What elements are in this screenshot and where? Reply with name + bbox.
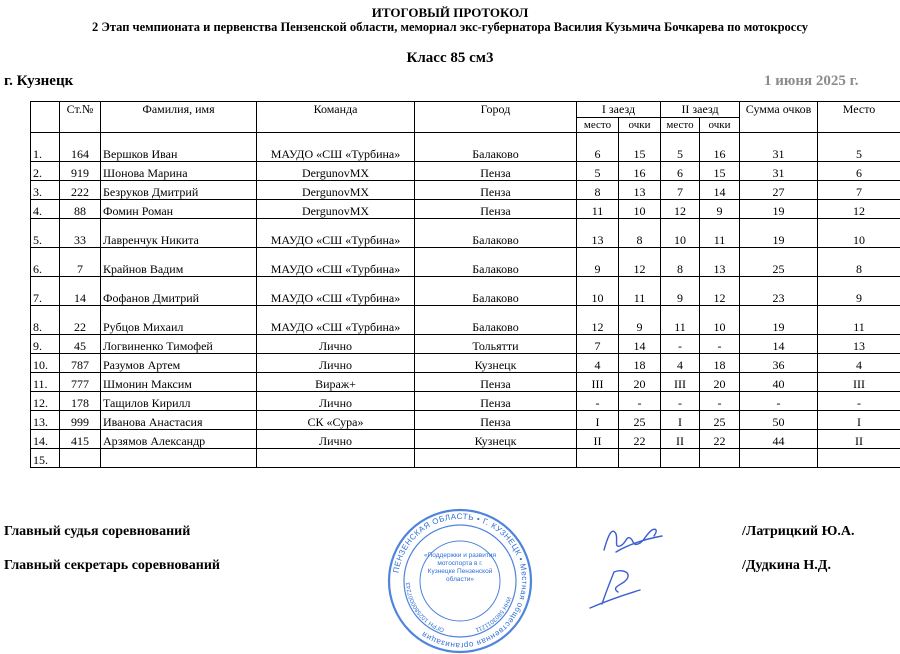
event-city: г. Кузнецк	[4, 73, 73, 90]
start-number: 164	[60, 133, 101, 162]
participant-name: Шонова Марина	[101, 162, 257, 181]
total-points: -	[740, 392, 818, 411]
total-points: 23	[740, 277, 818, 306]
header-race-2: II заезд	[661, 102, 740, 118]
race1-place: 8	[577, 181, 619, 200]
race1-points: 15	[619, 133, 661, 162]
final-place: -	[818, 392, 900, 411]
start-number: 7	[60, 248, 101, 277]
row-index: 1.	[31, 133, 60, 162]
participant-name: Фофанов Дмитрий	[101, 277, 257, 306]
race2-place: II	[661, 430, 700, 449]
race1-place: -	[577, 392, 619, 411]
race2-points: -	[700, 335, 740, 354]
table-row	[31, 411, 900, 430]
race2-points: 15	[700, 162, 740, 181]
total-points: 40	[740, 373, 818, 392]
participant-name: Арзямов Александр	[101, 430, 257, 449]
final-place: 7	[818, 181, 900, 200]
race1-points: 25	[619, 411, 661, 430]
race2-place: 6	[661, 162, 700, 181]
table-row	[31, 306, 900, 335]
race2-place: I	[661, 411, 700, 430]
team-name: МАУДО «СШ «Турбина»	[257, 277, 415, 306]
race2-points: 10	[700, 306, 740, 335]
race1-points: 22	[619, 430, 661, 449]
final-place: 11	[818, 306, 900, 335]
total-points: 19	[740, 219, 818, 248]
race1-points: 9	[619, 306, 661, 335]
race2-place: III	[661, 373, 700, 392]
race1-points: 20	[619, 373, 661, 392]
final-place: 5	[818, 133, 900, 162]
race2-place	[661, 449, 700, 468]
race2-points: 22	[700, 430, 740, 449]
race2-points: 13	[700, 248, 740, 277]
row-index: 3.	[31, 181, 60, 200]
race1-place: 4	[577, 354, 619, 373]
race2-place: 7	[661, 181, 700, 200]
city-name: Пенза	[415, 162, 577, 181]
race1-points: -	[619, 392, 661, 411]
team-name: Лично	[257, 335, 415, 354]
participant-name: Шмонин Максим	[101, 373, 257, 392]
row-index: 5.	[31, 219, 60, 248]
participant-name: Рубцов Михаил	[101, 306, 257, 335]
race1-place: 13	[577, 219, 619, 248]
header-sum: Сумма очков	[740, 102, 818, 133]
race1-place: 6	[577, 133, 619, 162]
city-name: Балаково	[415, 306, 577, 335]
race1-place: III	[577, 373, 619, 392]
start-number: 999	[60, 411, 101, 430]
header-race-1: I заезд	[577, 102, 661, 118]
subheader-place-2: место	[661, 118, 700, 133]
total-points: 50	[740, 411, 818, 430]
table-header-row	[31, 102, 900, 118]
final-place	[818, 449, 900, 468]
total-points: 19	[740, 306, 818, 335]
race2-points: 12	[700, 277, 740, 306]
stamp-ogrn-text: ОГРН 1025800007243	[406, 581, 445, 632]
total-points: 14	[740, 335, 818, 354]
race2-points: 25	[700, 411, 740, 430]
race2-points: -	[700, 392, 740, 411]
total-points: 25	[740, 248, 818, 277]
row-index: 10.	[31, 354, 60, 373]
table-row	[31, 181, 900, 200]
row-index: 14.	[31, 430, 60, 449]
event-date: 1 июня 2025 г.	[764, 73, 858, 90]
start-number: 178	[60, 392, 101, 411]
city-name: Пенза	[415, 411, 577, 430]
judge-signature	[596, 516, 666, 560]
participant-name	[101, 449, 257, 468]
start-number: 14	[60, 277, 101, 306]
team-name: МАУДО «СШ «Турбина»	[257, 133, 415, 162]
race2-place: 5	[661, 133, 700, 162]
row-index: 4.	[31, 200, 60, 219]
stamp-registration-text: ИНН 5803011211	[474, 596, 511, 633]
final-place: 4	[818, 354, 900, 373]
team-name: DergunovMX	[257, 181, 415, 200]
row-index: 13.	[31, 411, 60, 430]
team-name: Лично	[257, 430, 415, 449]
results-table	[30, 101, 900, 468]
team-name: Лично	[257, 354, 415, 373]
start-number: 777	[60, 373, 101, 392]
city-name: Балаково	[415, 248, 577, 277]
race2-points	[700, 449, 740, 468]
document-title: ИТОГОВЫЙ ПРОТОКОЛ	[0, 5, 900, 21]
table-row	[31, 373, 900, 392]
race1-place: 5	[577, 162, 619, 181]
city-name: Пенза	[415, 373, 577, 392]
race1-place	[577, 449, 619, 468]
participant-name: Разумов Артем	[101, 354, 257, 373]
race1-points: 13	[619, 181, 661, 200]
city-name: Балаково	[415, 133, 577, 162]
race2-place: 4	[661, 354, 700, 373]
participant-name: Безруков Дмитрий	[101, 181, 257, 200]
row-index: 15.	[31, 449, 60, 468]
row-index: 7.	[31, 277, 60, 306]
city-name: Пенза	[415, 392, 577, 411]
participant-name: Вершков Иван	[101, 133, 257, 162]
final-place: II	[818, 430, 900, 449]
row-index: 12.	[31, 392, 60, 411]
chief-secretary-name: /Дудкина Н.Д.	[742, 558, 831, 574]
participant-name: Фомин Роман	[101, 200, 257, 219]
header-index	[31, 102, 60, 133]
race2-points: 11	[700, 219, 740, 248]
start-number: 415	[60, 430, 101, 449]
table-row	[31, 219, 900, 248]
row-index: 6.	[31, 248, 60, 277]
race2-place: 11	[661, 306, 700, 335]
team-name: СК «Сура»	[257, 411, 415, 430]
table-row	[31, 200, 900, 219]
final-place: I	[818, 411, 900, 430]
total-points: 36	[740, 354, 818, 373]
table-row	[31, 277, 900, 306]
start-number: 222	[60, 181, 101, 200]
table-row	[31, 354, 900, 373]
race2-place: 12	[661, 200, 700, 219]
table-row	[31, 449, 900, 468]
race1-points: 8	[619, 219, 661, 248]
race1-points: 16	[619, 162, 661, 181]
team-name: МАУДО «СШ «Турбина»	[257, 219, 415, 248]
city-name: Пенза	[415, 200, 577, 219]
final-place: 12	[818, 200, 900, 219]
race2-points: 9	[700, 200, 740, 219]
race2-points: 16	[700, 133, 740, 162]
team-name: DergunovMX	[257, 200, 415, 219]
chief-judge-title: Главный судья соревнований	[4, 524, 190, 540]
row-index: 2.	[31, 162, 60, 181]
subheader-points-1: очки	[619, 118, 661, 133]
header-place: Место	[818, 102, 900, 133]
organization-stamp	[387, 508, 533, 654]
start-number	[60, 449, 101, 468]
final-place: 6	[818, 162, 900, 181]
city-name: Балаково	[415, 277, 577, 306]
race1-points: 14	[619, 335, 661, 354]
race1-place: 11	[577, 200, 619, 219]
table-row	[31, 335, 900, 354]
table-row	[31, 162, 900, 181]
final-place: III	[818, 373, 900, 392]
header-team: Команда	[257, 102, 415, 133]
race1-place: 12	[577, 306, 619, 335]
race1-points: 12	[619, 248, 661, 277]
total-points	[740, 449, 818, 468]
race2-place: 10	[661, 219, 700, 248]
row-index: 11.	[31, 373, 60, 392]
stamp-outer-text: ПЕНЗЕНСКАЯ ОБЛАСТЬ • Г. КУЗНЕЦК • Местная общественная организация	[392, 512, 530, 650]
race1-points: 18	[619, 354, 661, 373]
team-name: DergunovMX	[257, 162, 415, 181]
final-place: 8	[818, 248, 900, 277]
team-name: МАУДО «СШ «Турбина»	[257, 248, 415, 277]
race2-points: 18	[700, 354, 740, 373]
event-subtitle: 2 Этап чемпионата и первенства Пензенской области, мемориал экс-губернатора Василия Кузьмича Бочкарева по мотокроссу	[0, 20, 900, 35]
total-points: 31	[740, 133, 818, 162]
city-name: Пенза	[415, 181, 577, 200]
header-city: Город	[415, 102, 577, 133]
participant-name: Крайнов Вадим	[101, 248, 257, 277]
participant-name: Лавренчук Никита	[101, 219, 257, 248]
total-points: 44	[740, 430, 818, 449]
subheader-place-1: место	[577, 118, 619, 133]
table-row	[31, 430, 900, 449]
row-index: 8.	[31, 306, 60, 335]
race2-place: -	[661, 335, 700, 354]
race2-place: -	[661, 392, 700, 411]
subheader-points-2: очки	[700, 118, 740, 133]
team-name: Лично	[257, 392, 415, 411]
city-name: Кузнецк	[415, 430, 577, 449]
start-number: 919	[60, 162, 101, 181]
start-number: 33	[60, 219, 101, 248]
participant-name: Иванова Анастасия	[101, 411, 257, 430]
total-points: 31	[740, 162, 818, 181]
start-number: 22	[60, 306, 101, 335]
class-label: Класс 85 см3	[0, 50, 900, 67]
race1-place: I	[577, 411, 619, 430]
race1-place: 7	[577, 335, 619, 354]
stamp-center-text: «Поддержки и развития мотоспорта в г. Кузнецке Пензенской области»	[424, 552, 496, 584]
city-name	[415, 449, 577, 468]
city-name: Тольятти	[415, 335, 577, 354]
team-name	[257, 449, 415, 468]
row-index: 9.	[31, 335, 60, 354]
final-place: 9	[818, 277, 900, 306]
city-name: Балаково	[415, 219, 577, 248]
final-place: 10	[818, 219, 900, 248]
table-row	[31, 248, 900, 277]
participant-name: Тащилов Кирилл	[101, 392, 257, 411]
table-row	[31, 133, 900, 162]
race1-place: II	[577, 430, 619, 449]
header-name: Фамилия, имя	[101, 102, 257, 133]
race2-place: 8	[661, 248, 700, 277]
start-number: 88	[60, 200, 101, 219]
participant-name: Логвиненко Тимофей	[101, 335, 257, 354]
total-points: 27	[740, 181, 818, 200]
chief-secretary-title: Главный секретарь соревнований	[4, 558, 220, 574]
header-start-number: Ст.№	[60, 102, 101, 133]
final-place: 13	[818, 335, 900, 354]
race1-points: 11	[619, 277, 661, 306]
city-name: Кузнецк	[415, 354, 577, 373]
team-name: Вираж+	[257, 373, 415, 392]
total-points: 19	[740, 200, 818, 219]
start-number: 45	[60, 335, 101, 354]
race2-place: 9	[661, 277, 700, 306]
race1-points	[619, 449, 661, 468]
race1-points: 10	[619, 200, 661, 219]
team-name: МАУДО «СШ «Турбина»	[257, 306, 415, 335]
secretary-signature	[584, 566, 654, 614]
start-number: 787	[60, 354, 101, 373]
chief-judge-name: /Латрицкий Ю.А.	[742, 524, 855, 540]
race1-place: 9	[577, 248, 619, 277]
race2-points: 20	[700, 373, 740, 392]
race2-points: 14	[700, 181, 740, 200]
table-row	[31, 392, 900, 411]
race1-place: 10	[577, 277, 619, 306]
